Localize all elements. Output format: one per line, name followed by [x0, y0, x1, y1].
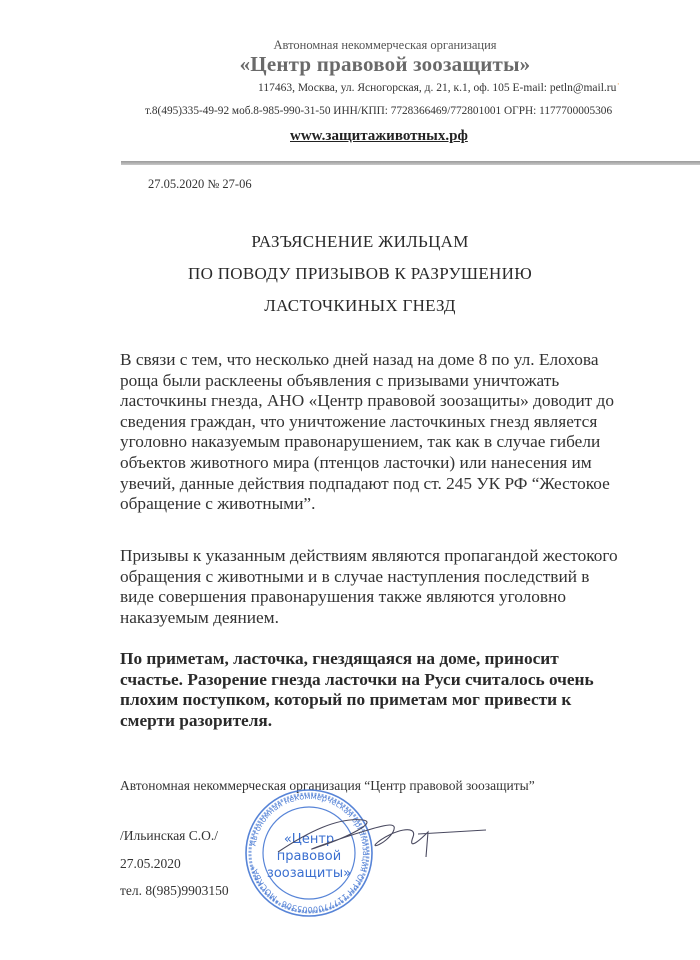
contact-phone: тел. 8(985)9903150: [120, 883, 229, 898]
stamp-center-line-3: зоозащиты»: [266, 866, 352, 881]
text-line: По приметам, ласточка, гнездящаяся на доме, приносит: [120, 649, 559, 668]
text-line: сведения граждан, что уничтожение ласточкиных гнезд является: [120, 411, 598, 431]
paragraph-explanation: [120, 350, 630, 515]
handwritten-signature: [268, 812, 488, 872]
stamp-center-line-2: правовой: [276, 849, 342, 864]
text-line: смерти разорителя.: [120, 710, 273, 730]
text-line: виде совершения правонарушения также являются уголовно: [120, 587, 566, 607]
speck-mark: ˙: [616, 82, 621, 94]
text-line: увечий, данные действия подпадают под ст. 245 УК РФ “Жестокое: [120, 473, 610, 493]
signature-date: 27.05.2020: [120, 856, 181, 871]
text-line: обращения с животными и в случае наступления последствий в: [120, 566, 590, 586]
paragraph-propaganda: [120, 546, 630, 628]
text-line: плохим поступком, который по приметам мог привести к: [120, 690, 572, 710]
document-title-line-2: ПО ПОВОДУ ПРИЗЫВОВ К РАЗРУШЕНИЮ: [188, 264, 532, 283]
letterhead-address: [258, 82, 620, 94]
footer-organization: Автономная некоммерческая организация “Центр правовой зоозащиты”: [120, 778, 535, 793]
address-text: 117463, Москва, ул. Ясногорская, д. 21, к.1, оф. 105 E-mail: petln@mail.ru: [258, 82, 617, 94]
document-title-line-3: ЛАСТОЧКИНЫХ ГНЕЗД: [264, 296, 456, 315]
letterhead-org-type: Автономная некоммерческая организация: [273, 38, 497, 52]
stamp-ring-text: Автономная некоммерческая организация ОГРН 1177700005306 *МОСКВА*: [248, 791, 371, 915]
text-line: роща были расклеены объявления с призывами уничтожать: [120, 370, 560, 390]
signature-stroke: [278, 820, 486, 857]
text-line: счастье. Разорение гнезда ласточки на Руси считалось очень: [120, 669, 594, 689]
letterhead-org-name: «Центр правовой зоозащиты»: [239, 52, 531, 76]
document-date-number: 27.05.2020 № 27-06: [148, 177, 252, 191]
text-line: Призывы к указанным действиям являются пропагандой жестокого: [120, 546, 618, 565]
text-line: объектов животного мира (птенцов ласточки) или нанесения им: [120, 452, 592, 472]
letterhead-website-link[interactable]: www.защитаживотных.рф: [290, 128, 468, 144]
letterhead-divider: [121, 161, 700, 165]
document-title-line-1: РАЗЪЯСНЕНИЕ ЖИЛЬЦАМ: [251, 232, 469, 251]
letterhead-contacts: т.8(495)335-49-92 моб.8-985-990-31-50 ИНН/КПП: 7728366469/772801001 ОГРН: 1177700005306: [145, 105, 613, 117]
paragraph-omens-bold: [120, 649, 630, 731]
stamp-center-line-1: «Центр: [283, 832, 335, 847]
text-line: уголовно наказуемым правонарушением, так как в случае гибели: [120, 432, 601, 452]
signer-name: /Ильинская С.О./: [120, 828, 219, 843]
text-line: В связи с тем, что несколько дней назад на доме 8 по ул. Елохова: [120, 350, 599, 369]
text-line: наказуемым деянием.: [120, 607, 279, 627]
text-line: ласточкины гнезда, АНО «Центр правовой зоозащиты» доводит до: [120, 391, 614, 411]
text-line: обращение с животными”.: [120, 494, 316, 514]
